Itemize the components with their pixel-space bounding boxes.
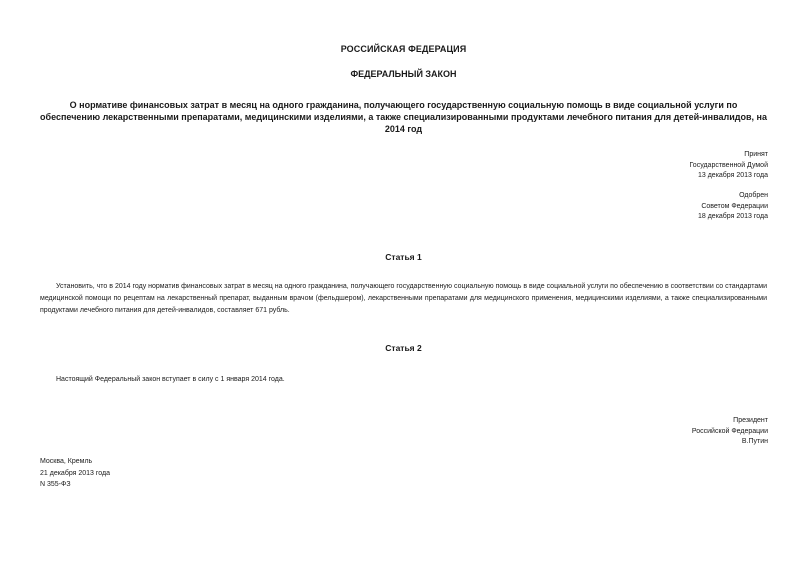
adopted-block (689, 150, 768, 182)
approved-line-1: Одобрен (739, 192, 768, 199)
approved-block (698, 191, 768, 223)
signature-line-1: Президент (733, 417, 768, 424)
adopted-line-2: Государственной Думой (689, 161, 768, 169)
place-line: Москва, Кремль (40, 458, 93, 465)
law-title: О нормативе финансовых затрат в месяц на одного гражданина, получающего государственную социальную помощь в виде социальной услуги по обеспечению лекарственными препаратами, медицинскими изделиями, а также специализированными продуктами лечебного питания для детей-инвалидов, на 2014 год (40, 100, 767, 134)
adopted-line-1: Принят (744, 151, 768, 158)
article-1-heading: Статья 1 (385, 252, 422, 262)
article-2-heading: Статья 2 (385, 343, 422, 353)
signature-block (692, 416, 768, 448)
law-number: N 355-ФЗ (40, 481, 71, 488)
article-1-text: Установить, что в 2014 году норматив финансовых затрат в месяц на одного гражданина, получающего государственную социальную помощь в виде социальной услуги по обеспечению в соответствии со стандартами медицинской помощи по рецептам на лекарственный препарат, выданным врачом (фельдшером), лекарственными препаратами для медицинского применения, медицинскими изделиями, а также специализированными продуктами лечебного питания для детей-инвалидов, составляет 671 рубль. (40, 283, 767, 314)
place-date-block (40, 456, 110, 491)
federation-heading: РОССИЙСКАЯ ФЕДЕРАЦИЯ (340, 44, 467, 54)
adopted-date: 13 декабря 2013 года (697, 172, 768, 179)
signature-name: В.Путин (741, 438, 768, 445)
signing-date: 21 декабря 2013 года (40, 469, 111, 477)
approved-line-2: Советом Федерации (701, 202, 768, 210)
approved-date: 18 декабря 2013 года (697, 213, 768, 220)
law-type-heading: ФЕДЕРАЛЬНЫЙ ЗАКОН (350, 69, 457, 79)
article-2-text: Настоящий Федеральный закон вступает в силу с 1 января 2014 года. (56, 376, 285, 383)
signature-line-2: Российской Федерации (691, 427, 768, 435)
